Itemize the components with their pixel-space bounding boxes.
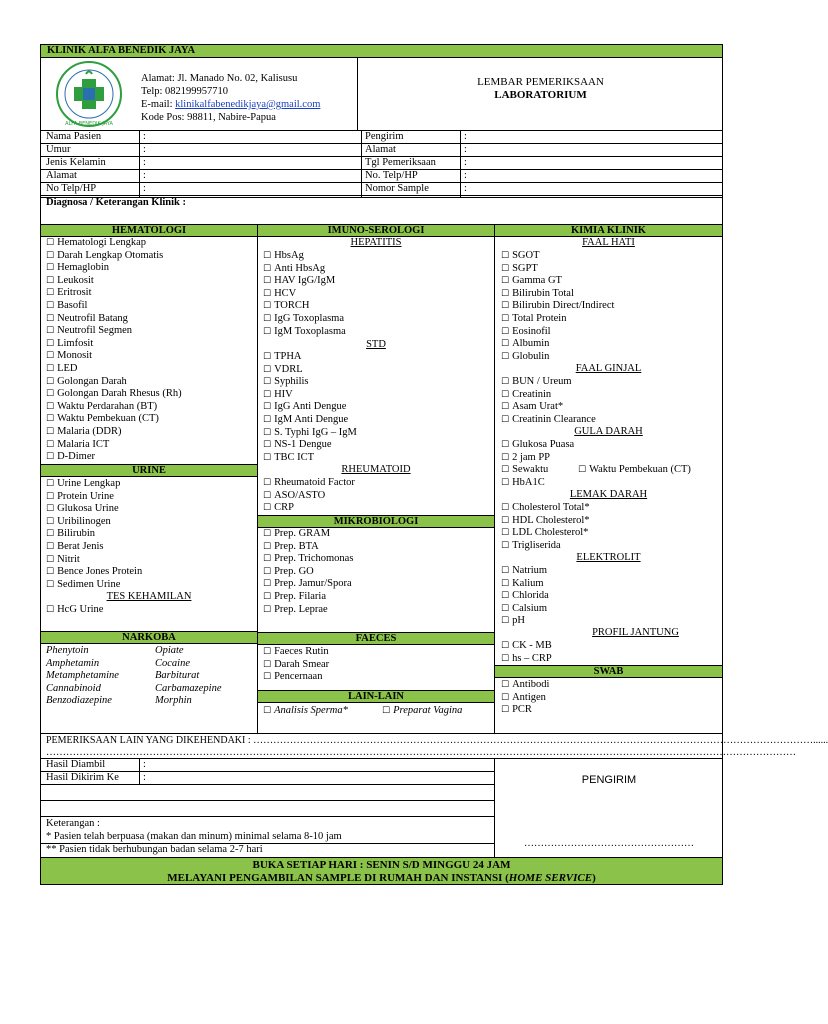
hematologi-checkbox[interactable]: ☐ Monosit xyxy=(46,350,92,363)
lemak-darah-checkbox[interactable]: ☐ HDL Cholesterol* xyxy=(501,515,590,528)
narkoba-item: Benzodiazepine xyxy=(46,695,112,707)
lemak-darah-checkbox[interactable]: ☐ Cholesterol Total* xyxy=(501,502,590,515)
pengirim-signature-line[interactable]: …………………………………………… xyxy=(524,838,694,849)
urine-checkbox[interactable]: ☐ Uribilinogen xyxy=(46,516,111,529)
faal-ginjal-checkbox[interactable]: ☐ Asam Urat* xyxy=(501,401,563,414)
footer-service: MELAYANI PENGAMBILAN SAMPLE DI RUMAH DAN INSTANSI (HOME SERVICE) xyxy=(167,872,596,884)
patient-field-input[interactable]: : xyxy=(143,131,146,142)
std-checkbox[interactable]: ☐ TBC ICT xyxy=(263,452,314,465)
mikrobiologi-checkbox[interactable]: ☐ Prep. GRAM xyxy=(263,528,330,541)
tes-kehamilan-title: TES KEHAMILAN xyxy=(106,591,192,602)
pemeriksaan-lain-field[interactable]: PEMERIKSAAN LAIN YANG DIKEHENDAKI : ……………………………………………………………………………………………………………………………………………………...... xyxy=(46,735,828,746)
std-checkbox[interactable]: ☐ NS-1 Dengue xyxy=(263,439,332,452)
form-title-line-2: LABORATORIUM xyxy=(494,89,587,101)
swab-checkbox[interactable]: ☐ PCR xyxy=(501,704,532,717)
hematologi-checkbox[interactable]: ☐ Neutrofil Batang xyxy=(46,313,128,326)
patient-field-input[interactable]: : xyxy=(143,144,146,155)
urine-checkbox[interactable]: ☐ Bilirubin xyxy=(46,528,95,541)
patient-field-input[interactable]: : xyxy=(464,170,467,181)
note-fasting: * Pasien telah berpuasa (makan dan minum) minimal selama 8-10 jam xyxy=(46,831,342,842)
faeces-checkbox[interactable]: ☐ Darah Smear xyxy=(263,659,329,672)
footer-bar xyxy=(40,857,723,885)
hepatitis-checkbox[interactable]: ☐ IgM Toxoplasma xyxy=(263,326,346,339)
narkoba-header: NARKOBA xyxy=(40,631,258,644)
narkoba-item: Barbiturat xyxy=(155,670,200,682)
urine-header: URINE xyxy=(40,464,258,477)
diagnosa-label: Diagnosa / Keterangan Klinik : xyxy=(46,197,187,208)
patient-field-label[interactable]: No Telp/HP xyxy=(46,183,97,194)
patient-field-input[interactable]: : xyxy=(464,144,467,155)
urine-checkbox[interactable]: ☐ Urine Lengkap xyxy=(46,478,120,491)
footer-hours: BUKA SETIAP HARI : SENIN S/D MINGGU 24 JAM xyxy=(252,859,511,871)
mikrobiologi-checkbox[interactable]: ☐ Prep. Jamur/Spora xyxy=(263,578,352,591)
std-checkbox[interactable]: ☐ TPHA xyxy=(263,351,302,364)
email-link[interactable]: klinikalfabenedikjaya@gmail.com xyxy=(175,99,321,110)
hematologi-checkbox[interactable]: ☐ Golongan Darah Rhesus (Rh) xyxy=(46,388,182,401)
std-title: STD xyxy=(366,339,386,350)
hematologi-checkbox[interactable]: ☐ Waktu Pembekuan (CT) xyxy=(46,413,159,426)
elektrolit-checkbox[interactable]: ☐ pH xyxy=(501,615,525,628)
hematologi-checkbox[interactable]: ☐ Darah Lengkap Otomatis xyxy=(46,250,163,263)
std-checkbox[interactable]: ☐ IgM Anti Dengue xyxy=(263,414,348,427)
email-prefix: E-mail: xyxy=(141,99,176,110)
clinic-name-bar xyxy=(40,44,723,58)
narkoba-divider xyxy=(40,631,258,632)
patient-field-label: Tgl Pemeriksaan xyxy=(365,157,436,168)
hasil-diambil-label: Hasil Diambil xyxy=(46,759,106,770)
narkoba-item: Cannabinoid xyxy=(46,682,101,694)
faal-hati-checkbox[interactable]: ☐ SGPT xyxy=(501,263,538,276)
urine-checkbox[interactable]: ☐ Sedimen Urine xyxy=(46,579,120,592)
elektrolit-checkbox[interactable]: ☐ Chlorida xyxy=(501,590,549,603)
hematologi-checkbox[interactable]: ☐ Basofil xyxy=(46,300,87,313)
faal-hati-title: FAAL HATI xyxy=(582,237,635,248)
narkoba-item: Amphetamin xyxy=(46,657,100,669)
email-line xyxy=(141,99,320,112)
profil-jantung-title: PROFIL JANTUNG xyxy=(592,627,679,638)
analisis-sperma-checkbox[interactable]: ☐ Analisis Sperma* xyxy=(263,705,348,718)
hematologi-checkbox[interactable]: ☐ Neutrofil Segmen xyxy=(46,325,132,338)
hematologi-checkbox[interactable]: ☐ Leukosit xyxy=(46,275,94,288)
hematologi-checkbox[interactable]: ☐ Waktu Perdarahan (BT) xyxy=(46,401,157,414)
tests-box xyxy=(40,224,723,734)
preparat-vagina-checkbox[interactable]: ☐ Preparat Vagina xyxy=(382,705,462,718)
mikrobiologi-checkbox[interactable]: ☐ Prep. Filaria xyxy=(263,591,326,604)
narkoba-item: Metamphetamine xyxy=(46,670,119,682)
std-checkbox[interactable]: ☐ VDRL xyxy=(263,364,303,377)
faeces-checkbox[interactable]: ☐ Faeces Rutin xyxy=(263,646,329,659)
faal-hati-checkbox[interactable]: ☐ Bilirubin Total xyxy=(501,288,574,301)
swab-checkbox[interactable]: ☐ Antigen xyxy=(501,692,546,705)
patient-field-input[interactable]: : xyxy=(143,170,146,181)
imuno-serologi-header: IMUNO-SEROLOGI xyxy=(257,224,495,237)
std-checkbox[interactable]: ☐ HIV xyxy=(263,389,293,402)
hematologi-checkbox[interactable]: ☐ Limfosit xyxy=(46,338,93,351)
mikrobiologi-checkbox[interactable]: ☐ Prep. GO xyxy=(263,566,314,579)
faal-hati-checkbox[interactable]: ☐ Total Protein xyxy=(501,313,566,326)
hepatitis-checkbox[interactable]: ☐ HCV xyxy=(263,288,296,301)
urine-checkbox[interactable]: ☐ Nitrit xyxy=(46,554,80,567)
narkoba-item: Morphin xyxy=(155,695,192,707)
address-line: Alamat: Jl. Manado No. 02, Kalisusu xyxy=(141,73,298,84)
elektrolit-title: ELEKTROLIT xyxy=(576,552,641,563)
narkoba-item: Carbamazepine xyxy=(155,682,222,694)
swab-header: SWAB xyxy=(494,665,723,678)
patient-field-label: Pengirim xyxy=(365,131,404,142)
faal-hati-checkbox[interactable]: ☐ Bilirubin Direct/Indirect xyxy=(501,300,614,313)
hepatitis-checkbox[interactable]: ☐ TORCH xyxy=(263,300,309,313)
lemak-darah-title: LEMAK DARAH xyxy=(569,489,648,500)
hematologi-header: HEMATOLOGI xyxy=(40,224,258,237)
kimia-klinik-header: KIMIA KLINIK xyxy=(494,224,723,237)
hematologi-checkbox[interactable]: ☐ Hematologi Lengkap xyxy=(46,237,146,250)
faal-ginjal-checkbox[interactable]: ☐ Creatinin Clearance xyxy=(501,414,596,427)
hepatitis-title: HEPATITIS xyxy=(350,237,402,248)
rheumatoid-checkbox[interactable]: ☐ Rheumatoid Factor xyxy=(263,477,355,490)
hepatitis-checkbox[interactable]: ☐ Anti HbsAg xyxy=(263,263,325,276)
faal-hati-checkbox[interactable]: ☐ Globulin xyxy=(501,351,549,364)
patient-field-label: Alamat xyxy=(365,144,396,155)
keterangan-label: Keterangan : xyxy=(46,818,100,829)
mikrobiologi-checkbox[interactable]: ☐ Prep. BTA xyxy=(263,541,319,554)
waktu-pembekuan-checkbox[interactable]: ☐ Waktu Pembekuan (CT) xyxy=(578,464,691,477)
narkoba-item: Phenytoin xyxy=(46,645,89,656)
hasil-dikirim-colon[interactable]: : xyxy=(143,772,146,783)
elektrolit-checkbox[interactable]: ☐ Natrium xyxy=(501,565,547,578)
patient-field-label[interactable]: Umur xyxy=(46,144,71,155)
hasil-diambil-colon[interactable]: : xyxy=(143,759,146,770)
hasil-dikirim-label: Hasil Dikirim Ke xyxy=(46,772,119,783)
gula-darah-checkbox[interactable]: ☐ 2 jam PP xyxy=(501,452,550,465)
patient-field-input[interactable]: : xyxy=(464,157,467,168)
elektrolit-checkbox[interactable]: ☐ Calsium xyxy=(501,603,547,616)
mikrobiologi-checkbox[interactable]: ☐ Prep. Trichomonas xyxy=(263,553,353,566)
patient-field-input[interactable]: : xyxy=(143,183,146,194)
hematologi-checkbox[interactable]: ☐ D-Dimer xyxy=(46,451,95,464)
profil-jantung-checkbox[interactable]: ☐ hs – CRP xyxy=(501,653,552,666)
patient-field-label[interactable]: Nama Pasien xyxy=(46,131,102,142)
faal-hati-checkbox[interactable]: ☐ Albumin xyxy=(501,338,549,351)
patient-field-input[interactable]: : xyxy=(464,183,467,194)
patient-field-input[interactable]: : xyxy=(464,131,467,142)
faal-hati-checkbox[interactable]: ☐ Eosinofil xyxy=(501,326,551,339)
hepatitis-checkbox[interactable]: ☐ HbsAg xyxy=(263,250,304,263)
faal-ginjal-title: FAAL GINJAL xyxy=(575,363,642,374)
std-checkbox[interactable]: ☐ IgG Anti Dengue xyxy=(263,401,346,414)
urine-checkbox[interactable]: ☐ Glukosa Urine xyxy=(46,503,119,516)
patient-field-label: Nomor Sample xyxy=(365,183,429,194)
hematologi-checkbox[interactable]: ☐ Golongan Darah xyxy=(46,376,127,389)
hepatitis-checkbox[interactable]: ☐ HAV IgG/IgM xyxy=(263,275,335,288)
urine-checkbox[interactable]: ☐ Protein Urine xyxy=(46,491,114,504)
elektrolit-checkbox[interactable]: ☐ Kalium xyxy=(501,578,544,591)
pemeriksaan-lain-dots: ……………………………………………………………………………………………………………………………………………………………………………………………………… xyxy=(46,747,796,758)
kehamilan-checkbox[interactable]: ☐ HcG Urine xyxy=(46,604,103,617)
hematologi-checkbox[interactable]: ☐ Malaria ICT xyxy=(46,439,109,452)
form-title-line-1: LEMBAR PEMERIKSAAN xyxy=(477,76,604,88)
profil-jantung-checkbox[interactable]: ☐ CK - MB xyxy=(501,640,552,653)
gula-darah-checkbox[interactable]: ☐ HbA1C xyxy=(501,477,545,490)
faal-ginjal-checkbox[interactable]: ☐ Creatinin xyxy=(501,389,551,402)
lemak-darah-checkbox[interactable]: ☐ Trigliserida xyxy=(501,540,561,553)
patient-field-input[interactable]: : xyxy=(143,157,146,168)
faeces-header: FAECES xyxy=(257,632,495,645)
clinic-name: KLINIK ALFA BENEDIK JAYA xyxy=(47,45,196,56)
hematologi-checkbox[interactable]: ☐ Eritrosit xyxy=(46,287,92,300)
mikrobiologi-header: MIKROBIOLOGI xyxy=(257,515,495,528)
faal-ginjal-checkbox[interactable]: ☐ BUN / Ureum xyxy=(501,376,572,389)
note-abstinence: ** Pasien tidak berhubungan badan selama 2-7 hari xyxy=(46,844,263,855)
mikrobiologi-checkbox[interactable]: ☐ Prep. Leprae xyxy=(263,604,328,617)
hepatitis-checkbox[interactable]: ☐ IgG Toxoplasma xyxy=(263,313,344,326)
clinic-logo xyxy=(42,59,136,129)
narkoba-item: Cocaine xyxy=(155,657,190,669)
patient-field-label[interactable]: Alamat xyxy=(46,170,77,181)
hematologi-checkbox[interactable]: ☐ Malaria (DDR) xyxy=(46,426,122,439)
lemak-darah-checkbox[interactable]: ☐ LDL Cholesterol* xyxy=(501,527,588,540)
faal-hati-checkbox[interactable]: ☐ Gamma GT xyxy=(501,275,562,288)
urine-checkbox[interactable]: ☐ Berat Jenis xyxy=(46,541,103,554)
gula-darah-title: GULA DARAH xyxy=(574,426,643,437)
gula-darah-checkbox[interactable]: ☐ Glukosa Puasa xyxy=(501,439,574,452)
urine-checkbox[interactable]: ☐ Bence Jones Protein xyxy=(46,566,142,579)
std-checkbox[interactable]: ☐ Syphilis xyxy=(263,376,309,389)
lain-lain-header: LAIN-LAIN xyxy=(257,690,495,703)
faal-hati-checkbox[interactable]: ☐ SGOT xyxy=(501,250,540,263)
faeces-checkbox[interactable]: ☐ Pencernaan xyxy=(263,671,322,684)
rheumatoid-checkbox[interactable]: ☐ ASO/ASTO xyxy=(263,490,325,503)
patient-field-label[interactable]: Jenis Kelamin xyxy=(46,157,106,168)
rheumatoid-title: RHEUMATOID xyxy=(341,464,411,475)
hematologi-checkbox[interactable]: ☐ Hemaglobin xyxy=(46,262,109,275)
pengirim-label: PENGIRIM xyxy=(581,774,637,786)
std-checkbox[interactable]: ☐ S. Typhi IgG – IgM xyxy=(263,427,357,440)
svg-text:ALFA BENEDIK JAYA: ALFA BENEDIK JAYA xyxy=(65,121,113,127)
gula-darah-checkbox[interactable]: ☐ Sewaktu xyxy=(501,464,548,477)
hematologi-checkbox[interactable]: ☐ LED xyxy=(46,363,78,376)
phone-line: Telp: 082199957710 xyxy=(141,86,229,97)
form-title xyxy=(358,76,723,102)
rheumatoid-checkbox[interactable]: ☐ CRP xyxy=(263,502,294,515)
postal-line: Kode Pos: 98811, Nabire-Papua xyxy=(141,112,276,123)
swab-checkbox[interactable]: ☐ Antibodi xyxy=(501,679,549,692)
narkoba-item: Opiate xyxy=(155,645,184,656)
patient-field-label: No. Telp/HP xyxy=(365,170,418,181)
